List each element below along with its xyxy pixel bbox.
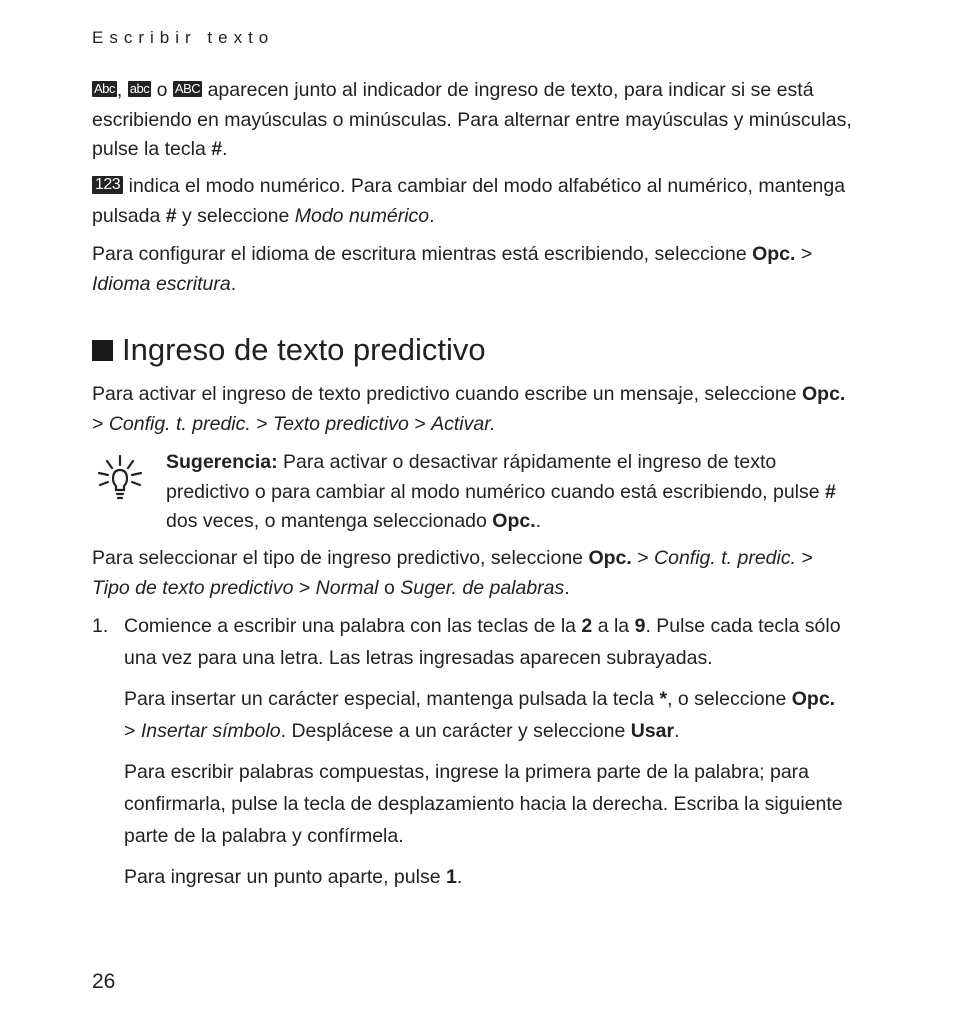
separator: > xyxy=(256,412,268,435)
period: . xyxy=(535,510,542,532)
period: . xyxy=(222,138,228,160)
list-number: 1. xyxy=(92,615,109,637)
menu-option-insertar-simbolo: Insertar símbolo xyxy=(140,720,281,742)
usar-softkey: Usar xyxy=(630,720,675,742)
page-number: 26 xyxy=(92,970,116,993)
period: . xyxy=(429,204,435,227)
separator: > xyxy=(414,412,426,435)
section-title: Ingreso de texto predictivo xyxy=(122,332,486,367)
separator: > xyxy=(92,412,104,435)
hash-key: # xyxy=(825,480,836,503)
opc-softkey: Opc. xyxy=(791,688,836,710)
tip-text: Para activar o desactivar rápidamente el ingreso de texto predictivo o para cambiar al modo numérico cuando está escribiendo, pulse xyxy=(166,451,820,503)
key-1: 1 xyxy=(445,866,457,888)
hash-key: # xyxy=(211,138,223,160)
star-key: * xyxy=(659,688,668,710)
paragraph-text: Para activar el ingreso de texto predictivo cuando escribe un mensaje, seleccione xyxy=(92,383,797,405)
section-heading xyxy=(92,332,486,368)
period: . xyxy=(564,576,570,599)
period: . xyxy=(230,272,237,295)
list-text: , o seleccione xyxy=(667,688,787,710)
period: . xyxy=(456,866,463,888)
list-item-compound-words: Para escribir palabras compuestas, ingrese la primera parte de la palabra; para confirmarla, pulse la tecla de desplazamiento hacia la derecha. Escriba la siguiente parte de la palabra y confírmela. xyxy=(124,761,843,847)
lightbulb-tip-icon xyxy=(96,452,144,502)
list-text: Para ingresar un punto aparte, pulse xyxy=(124,866,441,888)
list-text: Comience a escribir una palabra con las teclas de la xyxy=(124,615,576,637)
menu-option-normal: Normal xyxy=(315,576,379,599)
menu-option-suger-palabras: Suger. de palabras xyxy=(400,576,565,599)
menu-option-modo-numerico: Modo numérico xyxy=(294,204,430,227)
abc-lowercase-indicator-icon: abc xyxy=(129,81,150,97)
menu-option-config: Config. t. predic. xyxy=(654,547,797,569)
menu-option-activar: Activar. xyxy=(431,412,496,435)
paragraph-predictive-type xyxy=(92,544,852,603)
tip-paragraph xyxy=(166,448,846,537)
separator: > xyxy=(801,547,813,569)
list-text: Para insertar un carácter especial, mantenga pulsada la tecla xyxy=(124,688,655,710)
tip-label: Sugerencia: xyxy=(166,451,278,473)
list-item-step-text xyxy=(124,610,844,674)
paragraph-numeric-mode xyxy=(92,172,852,231)
tip-text: dos veces, o mantenga seleccionado xyxy=(166,510,487,532)
paragraph-text: indica el modo numérico. Para cambiar del modo alfabético al numérico, mantenga pulsada xyxy=(92,175,846,227)
key-2: 2 xyxy=(581,615,593,637)
period: . xyxy=(674,720,680,742)
list-text: . Pulse cada tecla sólo una vez para una letra. Las letras ingresadas aparecen subrayadas. xyxy=(124,615,841,669)
menu-option-tipo-texto: Tipo de texto predictivo xyxy=(92,576,294,599)
separator: > xyxy=(800,243,813,265)
paragraph-text: aparecen junto al indicador de ingreso de texto, para indicar si se está escribiendo en mayúsculas o minúsculas. Para alternar entre mayúsculas y minúsculas, pulse la tecla xyxy=(92,79,852,160)
paragraph-text: Para seleccionar el tipo de ingreso predictivo, seleccione xyxy=(92,547,584,569)
list-item-special-char xyxy=(124,683,844,747)
paragraph-case-indicators xyxy=(92,76,852,165)
abc-sentence-case-indicator-icon: Abc xyxy=(94,81,115,97)
menu-option-config: Config. t. predic. xyxy=(108,412,251,435)
list-item-paragraph-break xyxy=(124,861,844,893)
menu-option-idioma-escritura: Idioma escritura xyxy=(92,272,231,295)
separator: > xyxy=(637,547,649,569)
separator: > xyxy=(124,720,136,742)
opc-softkey: Opc. xyxy=(752,243,796,265)
separator: > xyxy=(298,576,311,599)
hash-key: # xyxy=(165,204,177,227)
list-text: a la xyxy=(597,615,630,637)
opc-softkey: Opc. xyxy=(588,547,632,569)
section-square-icon xyxy=(92,340,113,361)
conjunction: o xyxy=(383,576,395,599)
paragraph-text: y seleccione xyxy=(182,204,290,227)
paragraph-activate-predictive xyxy=(92,380,852,439)
paragraph-writing-language xyxy=(92,240,852,299)
abc-uppercase-indicator-icon: ABC xyxy=(174,81,201,97)
key-9: 9 xyxy=(634,615,646,637)
conjunction: o xyxy=(156,79,168,101)
paragraph-text: Para configurar el idioma de escritura mientras está escribiendo, seleccione xyxy=(92,243,747,265)
list-text: . Desplácese a un carácter y seleccione xyxy=(280,720,626,742)
menu-option-texto-predictivo: Texto predictivo xyxy=(273,412,409,435)
numeric-mode-indicator-icon: 123 xyxy=(92,176,123,194)
opc-softkey: Opc. xyxy=(492,510,536,532)
comma: , xyxy=(116,79,123,101)
running-header: Escribir texto xyxy=(92,28,275,47)
opc-softkey: Opc. xyxy=(801,383,846,405)
